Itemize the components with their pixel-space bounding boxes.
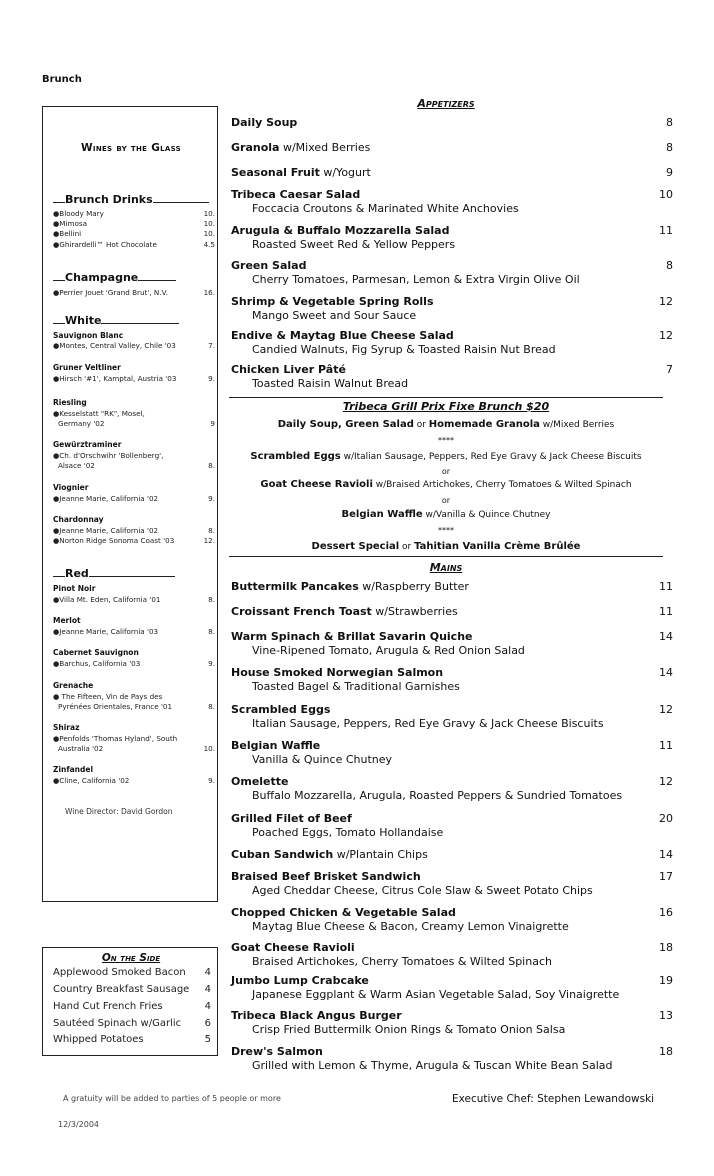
- menu-item: Seasonal Fruit w/Yogurt 9: [231, 166, 673, 179]
- menu-item: Shrimp & Vegetable Spring Rolls Mango Sweet and Sour Sauce 12: [231, 295, 673, 322]
- menu-item: Braised Beef Brisket Sandwich Aged Cheddar Cheese, Citrus Cole Slaw & Sweet Potato Chips 17: [231, 870, 673, 897]
- appetizers-heading: Appetizers: [417, 97, 475, 110]
- prix-fixe-course: Dessert Special or Tahitian Vanilla Crème Brûlée: [311, 541, 581, 552]
- menu-item: Tribeca Caesar Salad Foccacia Croutons & Marinated White Anchovies 10: [231, 188, 673, 215]
- prix-fixe-or: or: [441, 467, 451, 476]
- prix-fixe-separator: ****: [438, 436, 454, 445]
- wine-variety: Cabernet Sauvignon: [53, 648, 139, 657]
- menu-date: 12/3/2004: [58, 1120, 100, 1129]
- side-item: Country Breakfast Sausage 4: [53, 984, 211, 995]
- menu-item: Cuban Sandwich w/Plantain Chips 14: [231, 848, 673, 861]
- menu-item: Granola w/Mixed Berries 8: [231, 141, 673, 154]
- menu-item: Warm Spinach & Brillat Savarin Quiche Vine-Ripened Tomato, Arugula & Red Onion Salad 14: [231, 630, 673, 657]
- wine-variety: Gewürztraminer: [53, 440, 122, 449]
- divider: [229, 556, 663, 557]
- wine-list-item: ●Hirsch '#1', Kamptal, Austria '03 9.: [53, 374, 215, 383]
- menu-item: Drew's Salmon Grilled with Lemon & Thyme, Arugula & Tuscan White Bean Salad 18: [231, 1045, 673, 1072]
- menu-item: Grilled Filet of Beef Poached Eggs, Tomato Hollandaise 20: [231, 812, 673, 839]
- menu-item: Omelette Buffalo Mozzarella, Arugula, Roasted Peppers & Sundried Tomatoes 12: [231, 775, 673, 802]
- wine-list-item: ●Mimosa 10.: [53, 219, 215, 228]
- menu-item: Green Salad Cherry Tomatoes, Parmesan, Lemon & Extra Virgin Olive Oil 8: [231, 259, 673, 286]
- prix-fixe-title: Tribeca Grill Prix Fixe Brunch $20: [342, 400, 550, 413]
- prix-fixe-separator: ****: [438, 526, 454, 535]
- divider: [229, 397, 663, 398]
- gratuity-note: A gratuity will be added to parties of 5 people or more: [63, 1094, 281, 1103]
- menu-item: Endive & Maytag Blue Cheese Salad Candied Walnuts, Fig Syrup & Toasted Raisin Nut Bread 12: [231, 329, 673, 356]
- menu-item: Buttermilk Pancakes w/Raspberry Butter 11: [231, 580, 673, 593]
- side-item: Hand Cut French Fries 4: [53, 1001, 211, 1012]
- wine-list-item: Germany '02 9: [58, 419, 215, 428]
- menu-item: House Smoked Norwegian Salmon Toasted Bagel & Traditional Garnishes 14: [231, 666, 673, 693]
- menu-item: Chicken Liver Pâté Toasted Raisin Walnut Bread 7: [231, 363, 673, 390]
- menu-item: Chopped Chicken & Vegetable Salad Maytag Blue Cheese & Bacon, Creamy Lemon Vinaigrette 16: [231, 906, 673, 933]
- side-item: Whipped Potatoes 5: [53, 1034, 211, 1045]
- menu-item: Croissant French Toast w/Strawberries 11: [231, 605, 673, 618]
- wine-list-item: ●Cline, California '02 9.: [53, 776, 215, 785]
- white-heading: White: [53, 314, 179, 327]
- wine-variety: Riesling: [53, 398, 87, 407]
- prix-fixe-course: Belgian Waffle w/Vanilla & Quince Chutney: [341, 509, 551, 520]
- menu-item: Daily Soup 8: [231, 116, 673, 129]
- red-heading: Red: [53, 567, 175, 580]
- on-the-side-panel: [42, 947, 218, 1056]
- wine-variety: Pinot Noir: [53, 584, 96, 593]
- prix-fixe-course: Goat Cheese Ravioli w/Braised Artichokes, Cherry Tomatoes & Wilted Spinach: [260, 479, 632, 490]
- wines-title: Wines by the Glass: [81, 142, 181, 154]
- wine-list-item: ●Ghirardelli™ Hot Chocolate 4.5: [53, 240, 215, 249]
- wine-variety: Grenache: [53, 681, 94, 690]
- side-item: Applewood Smoked Bacon 4: [53, 967, 211, 978]
- wine-variety: Shiraz: [53, 723, 80, 732]
- brunch-drinks-heading: Brunch Drinks: [53, 193, 209, 206]
- menu-item: Arugula & Buffalo Mozzarella Salad Roasted Sweet Red & Yellow Peppers 11: [231, 224, 673, 251]
- wine-list-item: ●Bellini 10.: [53, 229, 215, 238]
- wine-list-item: Pyrénées Orientales, France '01 8.: [58, 702, 215, 711]
- wine-list-item: ●Bloody Mary 10.: [53, 209, 215, 218]
- mains-heading: Mains: [429, 561, 463, 574]
- wine-list-item: ●Perrier Jouet 'Grand Brut', N.V. 16.: [53, 288, 215, 297]
- menu-item: Belgian Waffle Vanilla & Quince Chutney 11: [231, 739, 673, 766]
- champagne-heading: Champagne: [53, 271, 176, 284]
- wine-variety: Sauvignon Blanc: [53, 331, 124, 340]
- wine-variety: Viognier: [53, 483, 89, 492]
- wine-list-item: Australia '02 10.: [58, 744, 215, 753]
- menu-item: Jumbo Lump Crabcake Japanese Eggplant & Warm Asian Vegetable Salad, Soy Vinaigrette 19: [231, 974, 673, 1001]
- wine-list-item: ●Norton Ridge Sonoma Coast '03 12.: [53, 536, 215, 545]
- menu-item: Goat Cheese Ravioli Braised Artichokes, Cherry Tomatoes & Wilted Spinach 18: [231, 941, 673, 968]
- prix-fixe-or: or: [441, 496, 451, 505]
- menu-item: Scrambled Eggs Italian Sausage, Peppers, Red Eye Gravy & Jack Cheese Biscuits 12: [231, 703, 673, 730]
- prix-fixe-course: Scrambled Eggs w/Italian Sausage, Peppers, Red Eye Gravy & Jack Cheese Biscuits: [250, 451, 642, 462]
- wine-list-item: ●Jeanne Marie, California '03 8.: [53, 627, 215, 636]
- wine-list-item: ●Montes, Central Valley, Chile '03 7.: [53, 341, 215, 350]
- side-item: Sautéed Spinach w/Garlic 6: [53, 1018, 211, 1029]
- executive-chef: Executive Chef: Stephen Lewandowski: [452, 1093, 655, 1105]
- wine-list-item: ●Jeanne Marie, California '02 8.: [53, 526, 215, 535]
- wine-director: Wine Director: David Gordon: [65, 807, 173, 816]
- menu-item: Tribeca Black Angus Burger Crisp Fried Buttermilk Onion Rings & Tomato Onion Salsa 13: [231, 1009, 673, 1036]
- wine-list-item: ● The Fifteen, Vin de Pays des: [53, 692, 163, 701]
- wine-list-item: ●Jeanne Marie, California '02 9.: [53, 494, 215, 503]
- wine-variety: Merlot: [53, 616, 81, 625]
- wine-variety: Gruner Veltliner: [53, 363, 121, 372]
- wine-variety: Chardonnay: [53, 515, 104, 524]
- wine-list-item: Alsace '02 8.: [58, 461, 215, 470]
- wines-by-the-glass-panel: [42, 106, 218, 902]
- wine-list-item: ●Kesselstatt "RK", Mosel,: [53, 409, 145, 418]
- wine-list-item: ●Barchus, California '03 9.: [53, 659, 215, 668]
- wine-list-item: ●Villa Mt. Eden, California '01 8.: [53, 595, 215, 604]
- wine-list-item: ●Penfolds 'Thomas Hyland', South: [53, 734, 178, 743]
- wine-variety: Zinfandel: [53, 765, 94, 774]
- wine-list-item: ●Ch. d'Orschwihr 'Bollenberg',: [53, 451, 164, 460]
- on-the-side-title: On the Side: [101, 952, 161, 964]
- prix-fixe-course: Daily Soup, Green Salad or Homemade Granola w/Mixed Berries: [277, 419, 615, 430]
- page-label: Brunch: [42, 74, 82, 85]
